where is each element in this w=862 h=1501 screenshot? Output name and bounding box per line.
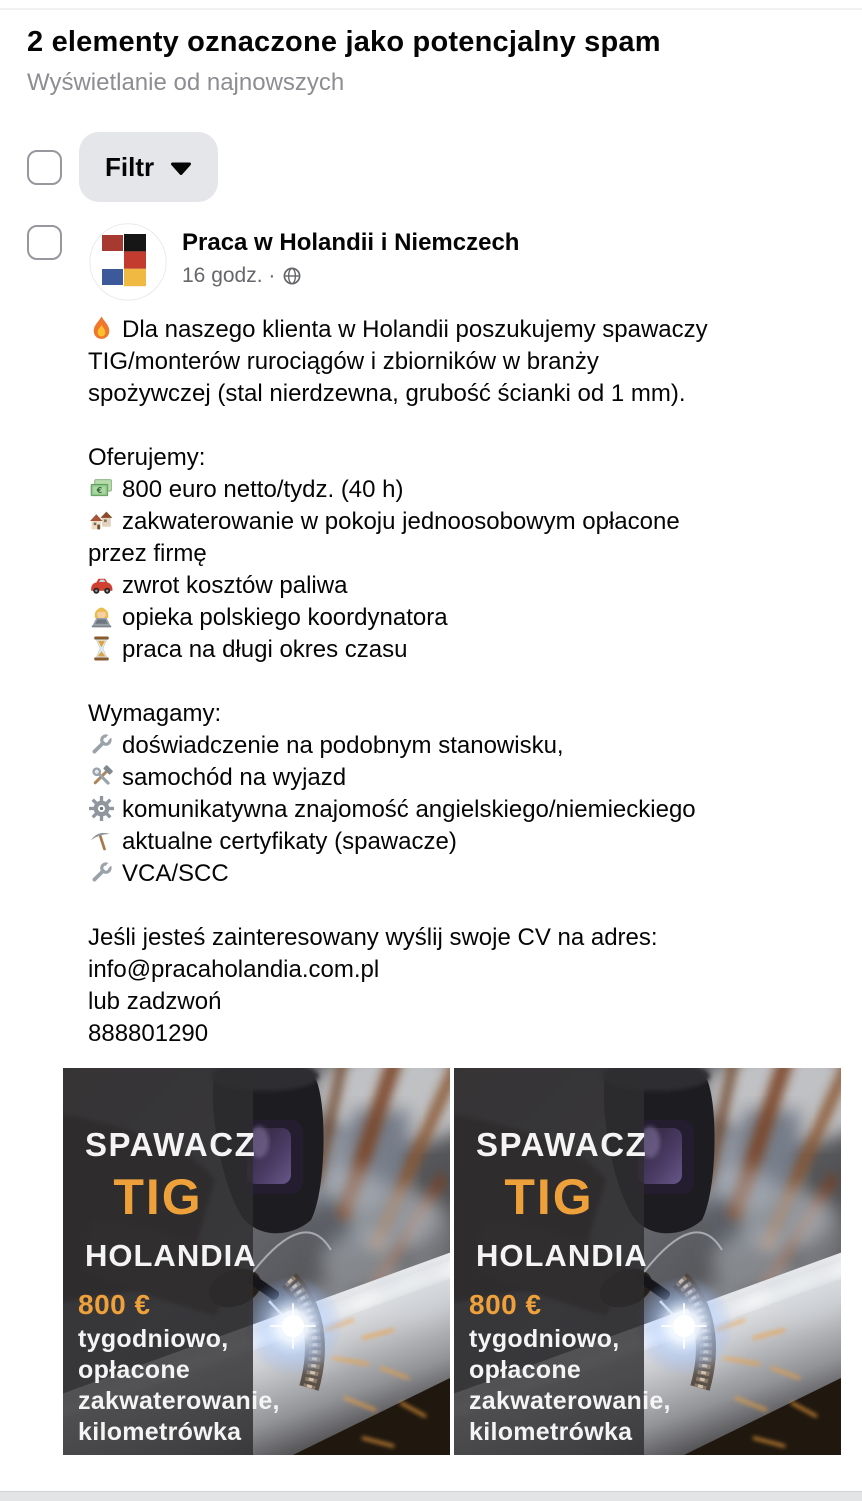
svg-text:€: €: [96, 486, 103, 496]
flyer-country: HOLANDIA: [85, 1238, 257, 1273]
filter-button-label: Filtr: [105, 151, 155, 182]
body-line-text: przez firmę: [88, 540, 207, 567]
body-blank-line: [88, 410, 860, 442]
wrench-emoji: [88, 859, 115, 886]
body-blank-line: [88, 666, 860, 698]
flyer-benefits: tygodniowo, opłacone zakwaterowanie, kilometrówka: [78, 1325, 280, 1446]
page-title: 2 elementy oznaczone jako potencjalny spam: [27, 26, 661, 58]
body-line-text: zakwaterowanie w pokoju jednoosobowym opłacone: [122, 508, 680, 535]
wrench-emoji: [88, 731, 115, 758]
post-checkbox[interactable]: [27, 225, 62, 260]
body-line: [88, 1018, 860, 1050]
body-line: [88, 698, 860, 730]
body-line: [88, 922, 860, 954]
flyer-salary: 800 €: [78, 1289, 151, 1320]
body-line-text: TIG/monterów rurociągów i zbiorników w branży: [88, 348, 599, 375]
houses-emoji: [88, 507, 115, 534]
filter-row: [27, 132, 218, 202]
body-line-text: opieka polskiego koordynatora: [122, 604, 448, 631]
body-line: [88, 858, 860, 890]
body-line: [88, 826, 860, 858]
body-line: [88, 602, 860, 634]
body-line-text: VCA/SCC: [122, 860, 229, 887]
body-line-text: Oferujemy:: [88, 444, 206, 471]
body-line: [88, 346, 860, 378]
body-line-text: doświadczenie na podobnym stanowisku,: [122, 732, 564, 759]
body-line: [88, 794, 860, 826]
fire-emoji: [88, 315, 115, 342]
flyer-salary: 800 €: [469, 1289, 542, 1320]
body-line: [88, 538, 860, 570]
top-divider: [0, 8, 862, 10]
globe-icon: [282, 266, 302, 286]
body-line: [88, 762, 860, 794]
body-line: [88, 570, 860, 602]
body-line-text: lub zadzwoń: [88, 988, 222, 1015]
body-line-text: samochód na wyjazd: [122, 764, 347, 791]
post-image-1[interactable]: [63, 1068, 450, 1455]
technologist-emoji: [88, 603, 115, 630]
body-line: [88, 986, 860, 1018]
body-line: [88, 954, 860, 986]
pick-emoji: [88, 827, 115, 854]
body-line-text: zwrot kosztów paliwa: [122, 572, 348, 599]
hourglass-emoji: [88, 635, 115, 662]
flyer-country: HOLANDIA: [476, 1238, 648, 1273]
body-line-text: praca na długi okres czasu: [122, 636, 408, 663]
flyer-method: TIG: [504, 1169, 594, 1225]
post-image-2[interactable]: [454, 1068, 841, 1455]
car-emoji: [88, 571, 115, 598]
avatar[interactable]: [89, 223, 167, 301]
body-line-text: komunikatywna znajomość angielskiego/niemieckiego: [122, 796, 696, 823]
author-name[interactable]: Praca w Holandii i Niemczech: [182, 229, 520, 256]
body-blank-line: [88, 890, 860, 922]
select-all-checkbox[interactable]: [27, 150, 62, 185]
flyer-role: SPAWACZ: [476, 1126, 648, 1163]
body-line-text: Wymagamy:: [88, 700, 222, 727]
group-logo: [89, 223, 167, 301]
body-line: [88, 730, 860, 762]
flyer-benefits: tygodniowo, opłacone zakwaterowanie, kilometrówka: [469, 1325, 671, 1446]
body-line: [88, 634, 860, 666]
body-line: [88, 474, 860, 506]
body-line-text: Dla naszego klienta w Holandii poszukujemy spawaczy: [122, 316, 708, 343]
filter-button[interactable]: [79, 132, 218, 202]
body-line: [88, 442, 860, 474]
body-line: [88, 378, 860, 410]
body-line-text: 888801290: [88, 1020, 209, 1047]
post-body: [88, 314, 860, 1050]
hammer-wrench-emoji: [88, 763, 115, 790]
post-timestamp: 16 godz. ·: [182, 264, 276, 287]
post-header: [27, 223, 519, 301]
body-line: [88, 314, 860, 346]
body-line-text: aktualne certyfikaty (spawacze): [122, 828, 457, 855]
gear-emoji: [88, 795, 115, 822]
euro-banknote-emoji: [88, 475, 115, 502]
body-line-text: 800 euro netto/tydz. (40 h): [122, 476, 404, 503]
flyer-method: TIG: [113, 1169, 203, 1225]
flyer-role: SPAWACZ: [85, 1126, 257, 1163]
sort-order-label: Wyświetlanie od najnowszych: [27, 69, 345, 96]
body-line-text: Jeśli jesteś zainteresowany wyślij swoje CV na adres:: [88, 924, 658, 951]
post-meta: [182, 264, 519, 288]
body-line-text: info@pracaholandia.com.pl: [88, 956, 380, 983]
body-line-text: spożywczej (stal nierdzewna, grubość ścianki od 1 mm).: [88, 380, 686, 407]
body-line: [88, 506, 860, 538]
post-attachments: [63, 1068, 841, 1455]
chevron-down-icon: [170, 162, 192, 175]
